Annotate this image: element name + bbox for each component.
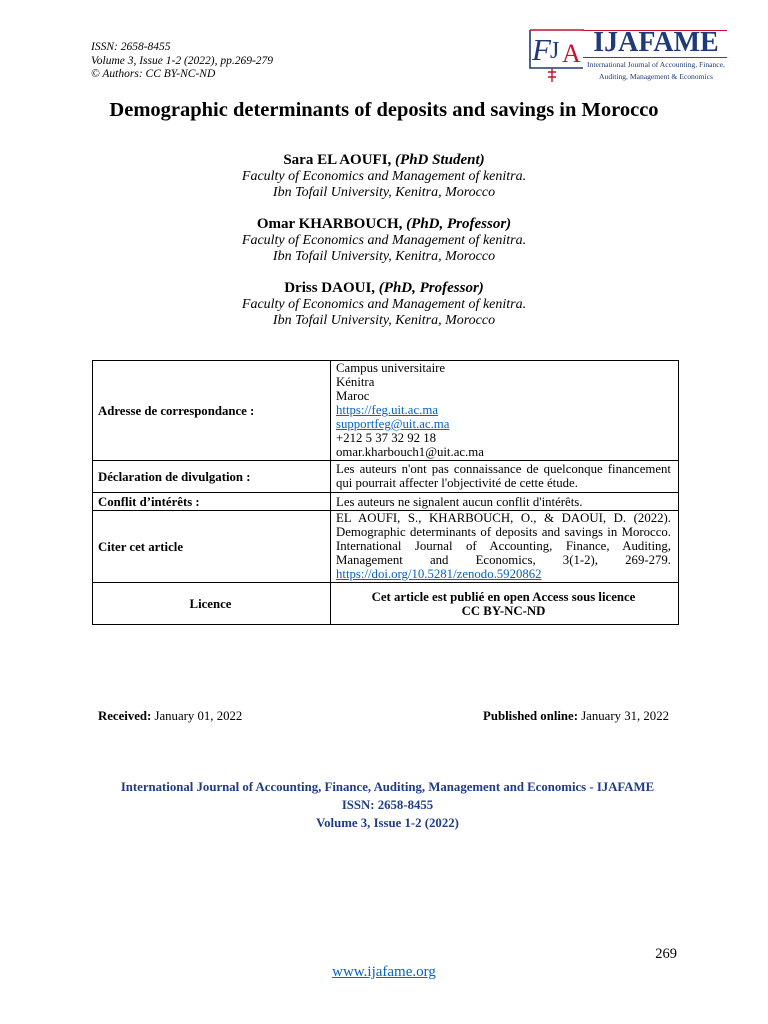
published-label: Published online: — [483, 709, 578, 723]
author-block — [0, 280, 768, 328]
citation-line: Management and Economics, 3(1-2), 269-279. — [336, 553, 671, 567]
citation-line: Demographic determinants of deposits and savings in Morocco. — [336, 525, 671, 539]
author-affiliation: Ibn Tofail University, Kenitra, Morocco — [272, 312, 496, 328]
author-role: (PhD, Professor) — [406, 216, 512, 232]
paper-title: Demographic determinants of deposits and savings in Morocco — [109, 99, 659, 121]
author-name-line — [0, 152, 768, 169]
author-affiliation: Ibn Tofail University, Kenitra, Morocco — [272, 184, 496, 200]
table-row-licence — [93, 583, 679, 625]
email-link-row — [336, 417, 671, 431]
phone-number: +212 5 37 32 92 18 — [336, 431, 436, 445]
doi-link-row — [336, 567, 671, 581]
correspondence-value — [331, 361, 679, 461]
address-line: Campus universitaire — [336, 361, 446, 375]
citation-value — [331, 511, 679, 583]
correspondence-label: Adresse de correspondance : — [93, 361, 331, 461]
author-affiliation: Faculty of Economics and Management of kenitra. — [241, 169, 527, 184]
disclosure-label: Déclaration de divulgation : — [93, 461, 331, 493]
author-role: (PhD Student) — [395, 152, 485, 168]
support-email-link[interactable]: supportfeg@uit.ac.ma — [336, 417, 450, 431]
citation-line: EL AOUFI, S., KHARBOUCH, O., & DAOUI, D. (2022). — [336, 511, 671, 525]
logo-mark-letter: A — [562, 39, 581, 68]
author-name: Driss DAOUI, — [284, 280, 376, 296]
address-line: Kénitra — [336, 375, 375, 389]
conflict-label: Conflit d’intérêts : — [93, 493, 331, 511]
author-block — [0, 152, 768, 200]
license-line: © Authors: CC BY-NC-ND — [91, 68, 216, 80]
website-footer — [0, 963, 768, 981]
licence-value — [331, 583, 679, 625]
journal-volume: Volume 3, Issue 1-2 (2022) — [316, 816, 459, 830]
author-affiliation: Faculty of Economics and Management of kenitra. — [241, 233, 527, 248]
logo-rule-bottom — [583, 57, 727, 58]
conflict-text: Les auteurs ne signalent aucun conflit d'intérêts. — [336, 495, 583, 509]
table-row-correspondence — [93, 361, 679, 461]
faculty-website-link[interactable]: https://feg.uit.ac.ma — [336, 403, 438, 417]
table-row-citation — [93, 511, 679, 583]
table-row-disclosure — [93, 461, 679, 493]
licence-label: Licence — [93, 583, 331, 625]
author-role: (PhD, Professor) — [378, 280, 484, 296]
website-link-row — [336, 403, 671, 417]
citation-line: International Journal of Accounting, Finance, Auditing, — [336, 539, 671, 553]
published-date — [483, 708, 669, 724]
journal-logo — [527, 22, 727, 84]
logo-mark-letter: F — [532, 32, 551, 67]
author-name-line — [0, 280, 768, 297]
journal-issn: ISSN: 2658-8455 — [341, 798, 434, 812]
author-name: Sara EL AOUFI, — [283, 152, 392, 168]
table-row-conflict — [93, 493, 679, 511]
address-line: Maroc — [336, 389, 370, 403]
issn-line: ISSN: 2658-8455 — [91, 41, 171, 53]
volume-line: Volume 3, Issue 1-2 (2022), pp.269-279 — [91, 54, 274, 67]
article-info-table — [92, 360, 679, 625]
logo-tagline-line: International Journal of Accounting, Finance, — [587, 59, 725, 69]
header-meta — [91, 41, 273, 82]
logo-cross-glyph — [548, 68, 556, 82]
logo-wordmark: IJAFAME — [593, 27, 719, 58]
author-name: Omar KHARBOUCH, — [256, 216, 403, 232]
licence-line: Cet article est publié en open Access sous licence — [371, 589, 636, 604]
received-label: Received: — [98, 709, 152, 723]
disclosure-text — [336, 461, 671, 490]
published-value: January 31, 2022 — [581, 709, 669, 723]
logo-mark-letter: J — [550, 38, 560, 64]
disclosure-line: Les auteurs n'ont pas connaissance de quelconque financement — [336, 462, 671, 476]
author-block — [0, 216, 768, 264]
page-number: 269 — [655, 946, 677, 962]
received-date — [98, 708, 242, 724]
logo-tagline-line: Auditing, Management & Economics — [599, 71, 713, 81]
received-value: January 01, 2022 — [154, 709, 243, 723]
disclosure-value — [331, 461, 679, 493]
journal-footer — [7, 778, 768, 832]
doi-link[interactable]: https://doi.org/10.5281/zenodo.5920862 — [336, 567, 542, 581]
citation-label: Citer cet article — [93, 511, 331, 583]
author-affiliation: Faculty of Economics and Management of kenitra. — [241, 297, 527, 312]
logo-mark-icon — [527, 22, 585, 84]
author-name-line — [0, 216, 768, 233]
author-affiliation: Ibn Tofail University, Kenitra, Morocco — [272, 248, 496, 264]
contact-email: omar.kharbouch1@uit.ac.ma — [336, 445, 484, 459]
disclosure-line: qui pourrait affecter l'objectivité de cette étude. — [336, 476, 578, 490]
journal-name: International Journal of Accounting, Finance, Auditing, Management and Economics - IJAFAME — [120, 780, 655, 794]
conflict-value — [331, 493, 679, 511]
licence-line: CC BY-NC-ND — [461, 603, 546, 618]
journal-website-link[interactable]: www.ijafame.org — [332, 964, 436, 980]
